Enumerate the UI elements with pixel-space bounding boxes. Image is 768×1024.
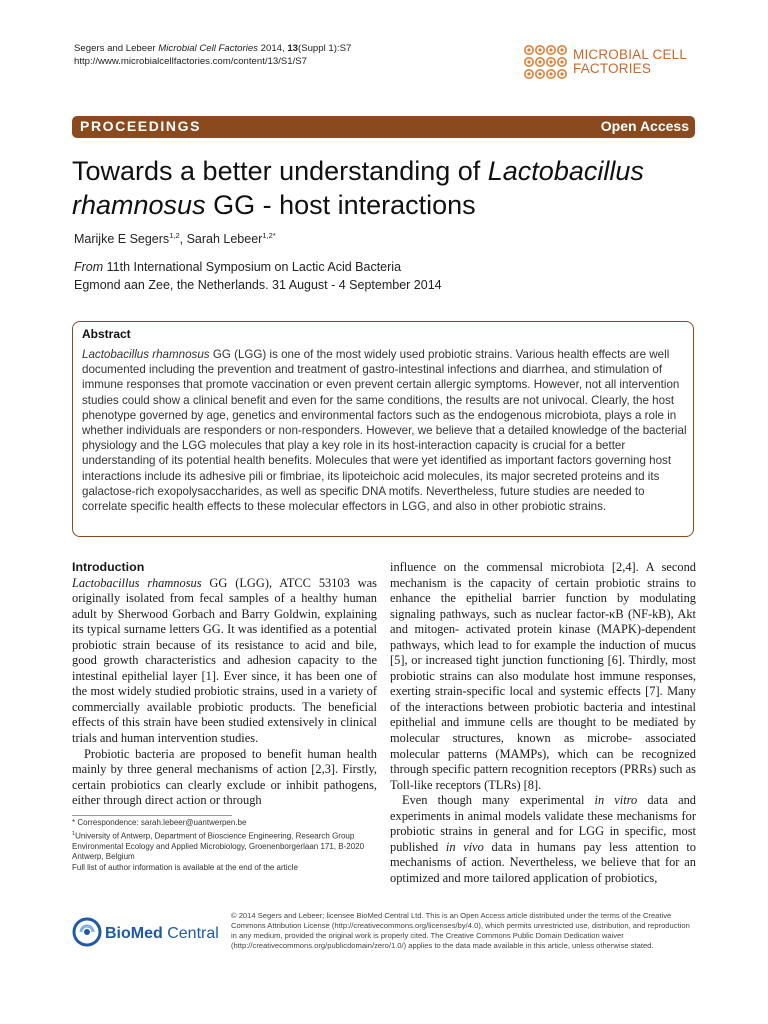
conference-from: From	[74, 260, 104, 274]
paragraph-text: Even though many experimental	[402, 793, 595, 808]
author-info-note: Full list of author information is available at the end of the article	[72, 863, 298, 873]
journal-logo-text	[573, 48, 687, 76]
citation-authors: Segers and Lebeer	[74, 43, 159, 54]
section-label: PROCEEDINGS	[80, 118, 202, 134]
journal-logo-line2: FACTORIES	[573, 61, 652, 76]
author-affiliation-sup: 1,2	[169, 231, 180, 240]
abstract-text	[82, 347, 688, 514]
conference-location: Egmond aan Zee, the Netherlands. 31 August - 4 September 2014	[74, 277, 442, 292]
biomed-swirl-icon	[74, 919, 100, 945]
abstract-heading: Abstract	[82, 327, 131, 341]
journal-logo-line1: MICROBIAL CELL	[573, 47, 688, 62]
footnote-divider	[72, 815, 232, 816]
title-part1: Towards a better understanding of	[72, 156, 488, 186]
body-column-left	[72, 560, 377, 809]
abstract-species: Lactobacillus rhamnosus	[82, 348, 210, 361]
italic-term: in vitro	[594, 793, 638, 808]
species-name: Lactobacillus rhamnosus	[72, 575, 202, 590]
paragraph-text: data and experiments in animal models validate these mechanisms for probiotic strains in general and for LGG in specific, most published	[390, 793, 696, 854]
title-part2: GG - host interactions	[205, 190, 476, 220]
correspondence-note: * Correspondence: sarah.lebeer@uantwerpen.be	[72, 818, 247, 827]
biomed-central-logo	[72, 916, 222, 948]
citation-volume: 13	[287, 43, 298, 54]
citation-issue: (Suppl 1):S7	[298, 43, 352, 54]
citation-header	[74, 42, 351, 68]
paragraph-text: GG (LGG), ATCC 53103 was originally isolated from fecal samples of a healthy human adult by Sherwood Gorbach and Barry Goldwin, explaining its typical surname letters GG. It was identified as a potential probiotic strain because of its resistance to acid and bile, good growth characteristics and adhesion capacity to the intestinal epithelial layer [1]. Ever since, it has been one of the most widely studied probiotic strains, used in a variety of commercially available probiotic products. The beneficial effects of this strain have been studied extensively in clinical trials and human intervention studies.	[72, 575, 377, 745]
italic-term: in vivo	[445, 839, 484, 854]
affiliation-text: University of Antwerp, Department of Bioscience Engineering, Research Group Environmental Ecology and Applied Microbiology, Groenenborgerlaan 171, B-2020 Antwerp, Belgium	[72, 831, 365, 862]
body-paragraph: influence on the commensal microbiota [2,4]. A second mechanism is the capacity of certain probiotic strains to enhance the epithelial barrier function by modulating signaling pathways, such as nuclear factor-κB (NF-kB), Akt and mitogen- activated protein kinase (MAPK)-dependent pathways, which lead to for example the induction of mucus [5], or increased tight junction functioning [6]. Thirdly, most probiotic strains can also modulate host immune responses, exerting strain-specific local and systemic effects [7]. Many of the interactions between probiotic bacteria and intestinal epithelial and immune cells are thought to be mediated by molecular structures, known as microbe- associated molecular patterns (MAMPs), which can be recognized through specific pattern recognition receptors (PRRs) such as Toll-like receptors (TLRs) [8].	[390, 560, 696, 792]
author-affiliation-sup: 1,2*	[262, 231, 276, 240]
citation-journal: Microbial Cell Factories	[158, 43, 258, 54]
affiliation-sup: 1	[72, 830, 76, 837]
title-italic2: rhamnosus	[72, 190, 206, 220]
section-bar	[72, 116, 695, 138]
article-title	[72, 154, 712, 222]
author-name[interactable]: Marijke E Segers	[74, 232, 170, 247]
body-paragraph: Probiotic bacteria are proposed to benefit human health mainly by three general mechanisms of action [2,3]. Firstly, certain probiotics can clearly exclude or inhibit pathogens, either through direct action or through	[72, 746, 377, 808]
title-italic1: Lactobacillus	[487, 156, 644, 186]
journal-logo	[523, 44, 703, 80]
journal-logo-dots-icon	[523, 44, 567, 80]
abstract-box	[72, 321, 694, 537]
author-name[interactable]: Sarah Lebeer	[186, 232, 263, 247]
body-column-right	[390, 560, 696, 886]
biomed-logo-text: BioMed Central	[105, 925, 219, 942]
citation-year: 2014,	[257, 43, 288, 54]
abstract-body-text: GG (LGG) is one of the most widely used probiotic strains. Various health effects are well documented including the prevention and treatment of gastro-intestinal infections and diarrhea, and stimulation of immune responses that promote vaccination or even prevent certain allergic symptoms. However, not all intervention studies could show a clinical benefit and even for the same conditions, the results are not univocal. Clearly, the host phenotype governed by age, genetics and environmental factors such as the endogenous microbiota, plays a role in whether individuals are responders or non-responders. However, we believe that a detailed knowledge of the bacterial physiology and the LGG molecules that play a key role in its host-interaction capacity is crucial for a better understanding of its potential health benefits. Molecules that were yet identified as important factors governing host interactions include its adhesive pili or fimbriae, its lipoteichoic acid molecules, its major secreted proteins and its galactose-rich exopolysaccharides, as well as specific DNA motifs. Nevertheless, future studies are needed to correlate specific health effects to these molecular effectors in LGG, and also in other probiotic strains.	[82, 348, 687, 514]
footnotes	[72, 818, 382, 874]
paragraph-text: data in humans pay less attention to mechanisms of action. Nevertheless, we believe that for an optimized and more tailored application of probiotics,	[390, 839, 697, 885]
license-text: © 2014 Segers and Lebeer; licensee BioMed Central Ltd. This is an Open Access article distributed under the terms of the Creative Commons Attribution License (http://creativecommons.org/licenses/by/4.0), which permits unrestricted use, distribution, and reproduction in any medium, provided the original work is properly cited. The Creative Commons Public Domain Dedication waiver (http://creativecommons.org/publicdomain/zero/1.0/) applies to the data made available in this article, unless otherwise stated.	[231, 911, 690, 950]
body-paragraph	[390, 793, 696, 886]
conference-info	[74, 259, 442, 294]
conference-name: 11th International Symposium on Lactic Acid Bacteria	[103, 260, 402, 274]
author-separator: ,	[179, 232, 187, 247]
author-list	[74, 231, 276, 246]
open-access-label: Open Access	[600, 118, 689, 134]
introduction-heading: Introduction	[72, 560, 145, 574]
citation-url[interactable]: http://www.microbialcellfactories.com/content/13/S1/S7	[74, 56, 308, 67]
affiliation-note	[72, 829, 382, 863]
body-paragraph	[72, 576, 377, 747]
